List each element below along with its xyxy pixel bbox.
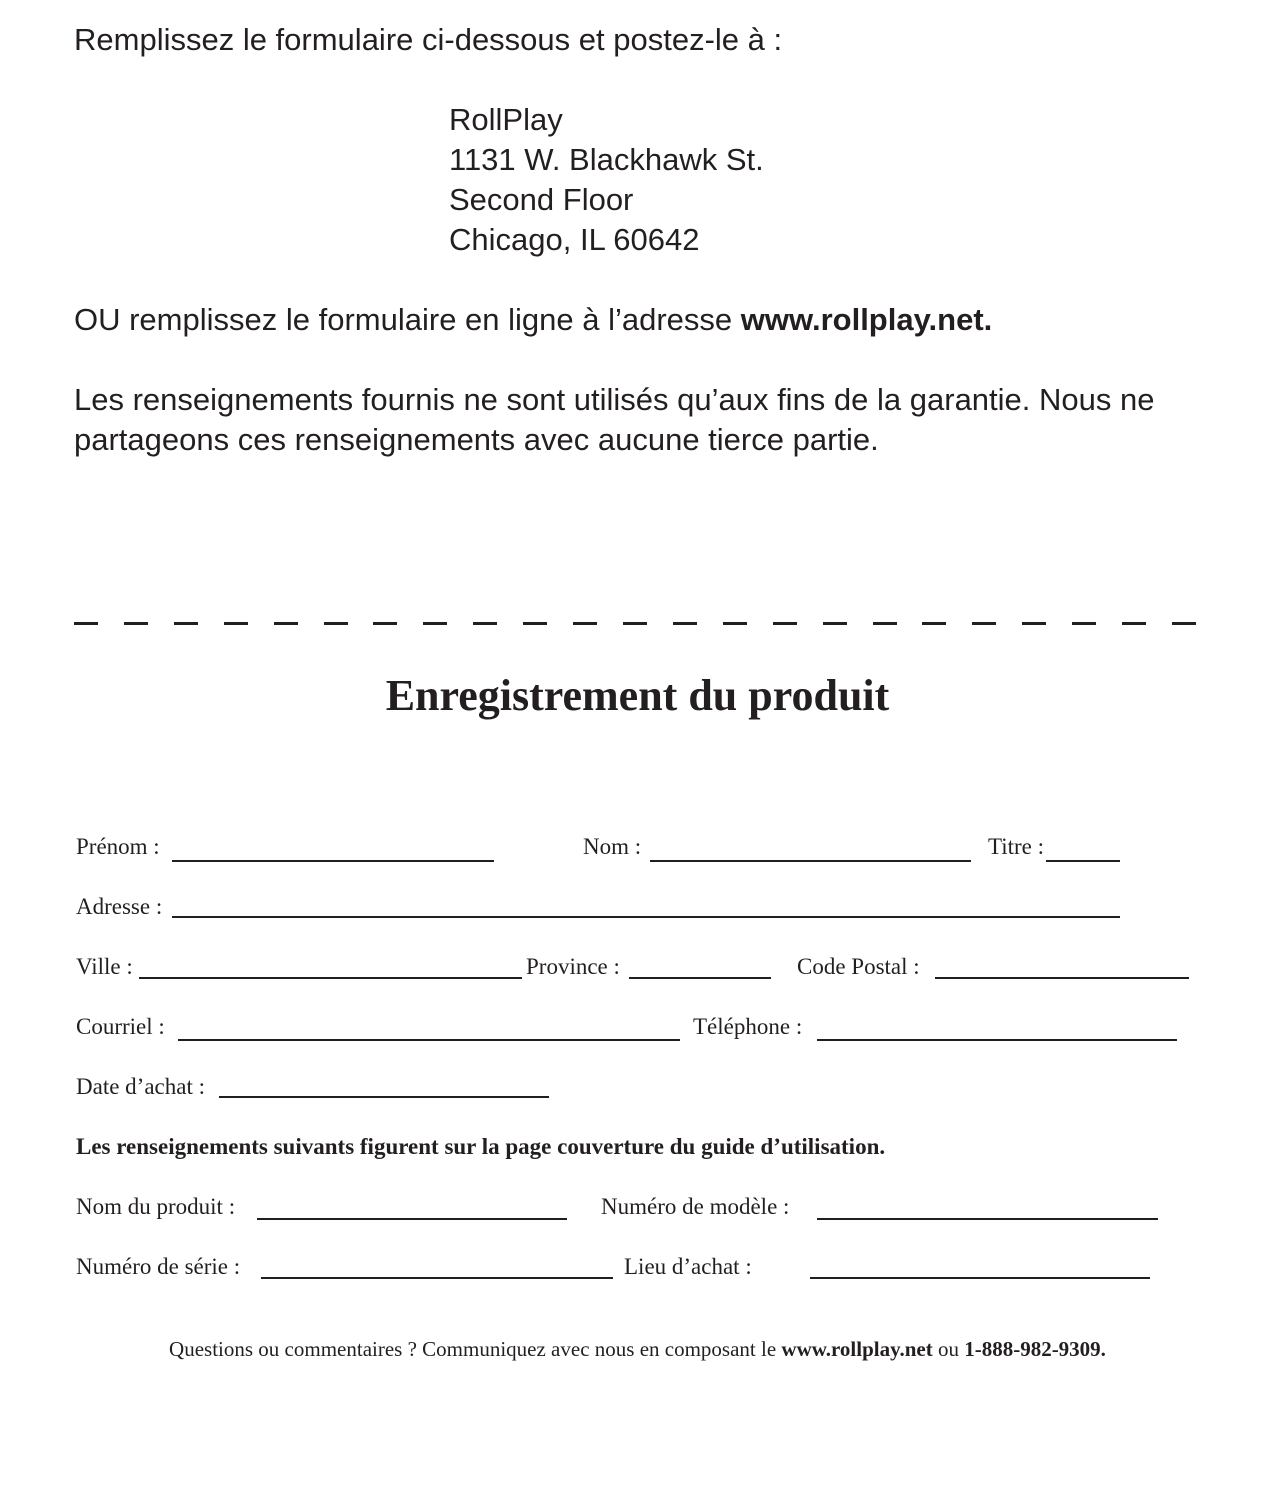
- address-city: Chicago, IL 60642: [449, 222, 700, 257]
- product-name-label: Nom du produit :: [76, 1194, 236, 1219]
- model-number-field[interactable]: [817, 1218, 1158, 1220]
- province-field[interactable]: [629, 977, 771, 979]
- form-title: Enregistrement du produit: [385, 671, 890, 720]
- purchase-place-label: Lieu d’achat :: [624, 1254, 752, 1279]
- serial-number-label: Numéro de série :: [76, 1254, 241, 1279]
- city-label: Ville :: [76, 954, 133, 979]
- purchase-date-field[interactable]: [219, 1096, 549, 1098]
- footer-or: ou: [932, 1337, 965, 1361]
- province-label: Province :: [526, 954, 620, 979]
- cut-line-dash: [1122, 622, 1146, 625]
- online-text: OU remplissez le formulaire en ligne à l’adresse: [74, 302, 741, 337]
- phone-label: Téléphone :: [693, 1014, 803, 1039]
- cut-line-dash: [274, 622, 298, 625]
- cut-line-dash: [324, 622, 348, 625]
- serial-number-field[interactable]: [261, 1277, 613, 1279]
- postal-code-label: Code Postal :: [797, 954, 920, 979]
- cut-line-dash: [673, 622, 697, 625]
- title-field[interactable]: [1046, 860, 1120, 862]
- manual-cover-note: Les renseignements suivants figurent sur la page couverture du guide d’utilisation.: [76, 1134, 886, 1159]
- phone-field[interactable]: [817, 1039, 1177, 1041]
- cut-line-dash: [1022, 622, 1046, 625]
- cut-line-dash: [74, 622, 98, 625]
- address-company: RollPlay: [449, 102, 563, 137]
- email-label: Courriel :: [76, 1014, 165, 1039]
- last-name-label: Nom :: [583, 834, 642, 859]
- privacy-notice: Les renseignements fournis ne sont utilisés qu’aux fins de la garantie. Nous ne partageons ces renseignements avec aucune tierce partie.: [74, 382, 1155, 457]
- cut-line-dash: [873, 622, 897, 625]
- online-instructions: [74, 300, 992, 340]
- mail-instructions: Remplissez le formulaire ci-dessous et postez-le à :: [74, 22, 783, 57]
- city-field[interactable]: [139, 977, 522, 979]
- footer-url-link[interactable]: www.rollplay.net: [781, 1337, 933, 1361]
- cut-line-dash: [922, 622, 946, 625]
- purchase-date-label: Date d’achat :: [76, 1074, 205, 1099]
- cut-line-dash: [972, 622, 996, 625]
- cut-line-dash: [1072, 622, 1096, 625]
- postal-code-field[interactable]: [935, 977, 1189, 979]
- address-floor: Second Floor: [449, 182, 634, 217]
- address-field[interactable]: [172, 916, 1120, 918]
- cut-line-dash: [373, 622, 397, 625]
- title-label: Titre :: [988, 834, 1045, 859]
- cut-line-dash: [523, 622, 547, 625]
- cut-line-dash: [1172, 622, 1196, 625]
- product-name-field[interactable]: [257, 1218, 567, 1220]
- footer-phone: 1-888-982-9309.: [964, 1337, 1106, 1361]
- email-field[interactable]: [178, 1039, 680, 1041]
- cut-line-dash: [823, 622, 847, 625]
- online-url-link[interactable]: www.rollplay.net.: [740, 302, 993, 337]
- cut-line-dash: [423, 622, 447, 625]
- cut-line-dash: [473, 622, 497, 625]
- purchase-place-field[interactable]: [810, 1277, 1150, 1279]
- footer-text: Questions ou commentaires ? Communiquez avec nous en composant le: [169, 1337, 782, 1361]
- mailing-address: [449, 100, 764, 260]
- address-street: 1131 W. Blackhawk St.: [449, 142, 764, 177]
- first-name-label: Prénom :: [76, 834, 160, 859]
- cut-line-dash: [124, 622, 148, 625]
- cut-line-dash: [723, 622, 747, 625]
- last-name-field[interactable]: [650, 860, 971, 862]
- address-label: Adresse :: [76, 894, 163, 919]
- first-name-field[interactable]: [172, 860, 494, 862]
- cut-line-dash: [224, 622, 248, 625]
- cut-line-dash: [623, 622, 647, 625]
- model-number-label: Numéro de modèle :: [601, 1194, 790, 1219]
- cut-line-dash: [573, 622, 597, 625]
- contact-footer: [0, 1335, 1275, 1363]
- cut-line-dash: [773, 622, 797, 625]
- cut-line-dash: [174, 622, 198, 625]
